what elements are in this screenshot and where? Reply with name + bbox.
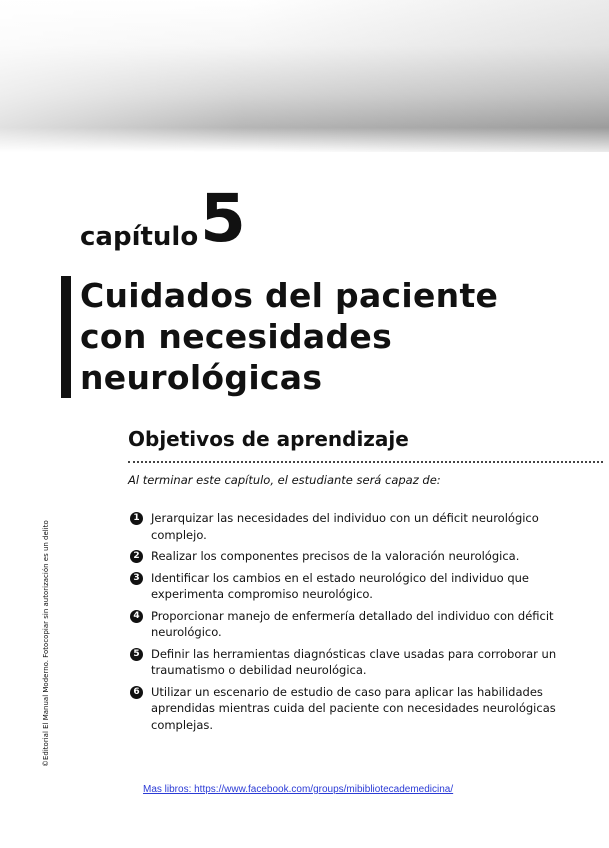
objectives-list	[130, 510, 590, 738]
objective-text: Identificar los cambios en el estado neurológico del individuo que experimenta compromiso neurológico.	[151, 570, 529, 601]
objectives-intro: Al terminar este capítulo, el estudiante será capaz de:	[128, 473, 441, 487]
objective-text: Proporcionar manejo de enfermería detallado del individuo con déficit neurológico.	[151, 608, 554, 639]
title-line: Cuidados del paciente	[80, 276, 499, 315]
chapter-number: 5	[200, 180, 246, 257]
list-item	[130, 548, 590, 565]
objectives-heading: Objetivos de aprendizaje	[128, 427, 409, 451]
number-badge: 5	[130, 648, 143, 661]
number-badge: 6	[130, 686, 143, 699]
objective-text: Jerarquizar las necesidades del individuo con un déficit neurológico complejo.	[151, 511, 539, 542]
objective-text: Definir las herramientas diagnósticas clave usadas para corroborar un traumatismo o debilidad neurológica.	[151, 646, 557, 677]
list-item	[130, 684, 590, 734]
footer-link[interactable]: Mas libros: https://www.facebook.com/groups/mibibliotecademedicina/	[143, 784, 454, 795]
dotted-divider	[128, 461, 603, 463]
number-badge: 2	[130, 550, 143, 563]
number-badge: 4	[130, 610, 143, 623]
title-line: neurológicas	[80, 358, 323, 397]
title-line: con necesidades	[80, 317, 393, 356]
copyright-side-note: ©Editorial El Manual Moderno. Fotocopiar sin autorización es un delito	[42, 520, 50, 767]
list-item	[130, 570, 590, 603]
header-band	[0, 0, 609, 152]
list-item	[130, 608, 590, 641]
chapter-title	[80, 275, 560, 398]
chapter-word: capítulo	[80, 222, 199, 252]
list-item	[130, 510, 590, 543]
title-accent-bar	[61, 276, 71, 398]
number-badge: 1	[130, 512, 143, 525]
objective-text: Realizar los componentes precisos de la valoración neurológica.	[151, 549, 520, 563]
number-badge: 3	[130, 572, 143, 585]
objective-text: Utilizar un escenario de estudio de caso para aplicar las habilidades aprendidas mientras cuida del paciente con necesidades neurológicas complejas.	[151, 684, 556, 732]
list-item	[130, 646, 590, 679]
